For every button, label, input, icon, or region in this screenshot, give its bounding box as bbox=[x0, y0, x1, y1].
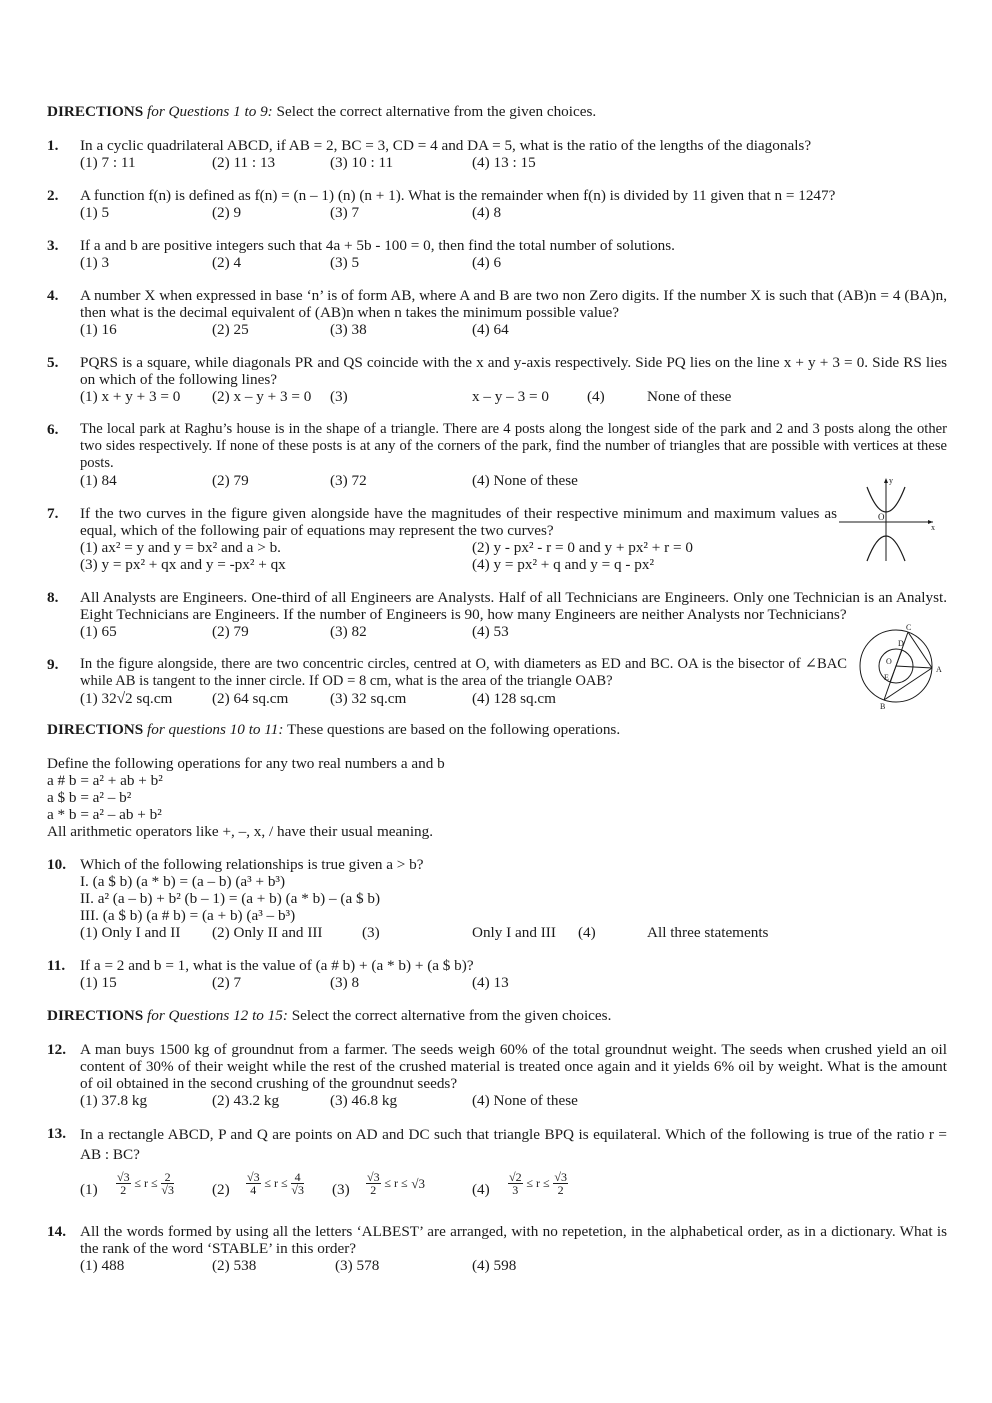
upper-bound: √3 bbox=[411, 1176, 425, 1191]
question-13 bbox=[47, 1125, 947, 1207]
statement-2: II. a² (a – b) + b² (b – 1) = (a + b) (a * b) – (a $ b) bbox=[80, 890, 381, 907]
option-4[interactable]: (4) 598 bbox=[472, 1257, 517, 1274]
question-number: 13. bbox=[47, 1125, 66, 1142]
fraction bbox=[366, 1171, 381, 1196]
denominator: 2 bbox=[557, 1183, 564, 1197]
question-text: In a cyclic quadrilateral ABCD, if AB = 2, BC = 3, CD = 4 and DA = 5, what is the ratio of the lengths of the diagonals? bbox=[80, 137, 812, 154]
option-2[interactable]: (2) y - px² - r = 0 and y + px² + r = 0 bbox=[472, 539, 693, 556]
option-2[interactable]: (2) 4 bbox=[212, 254, 242, 271]
concentric-circles-figure bbox=[850, 624, 950, 710]
option-2[interactable]: (2) 538 bbox=[212, 1257, 257, 1274]
question-number: 6. bbox=[47, 421, 59, 438]
operation-star: a * b = a² – ab + b² bbox=[47, 806, 162, 823]
option-4-expression[interactable] bbox=[508, 1171, 568, 1196]
question-4 bbox=[47, 287, 947, 338]
denominator: 2 bbox=[120, 1183, 127, 1197]
fraction bbox=[161, 1171, 174, 1196]
option-2[interactable]: (2) 79 bbox=[212, 623, 249, 640]
directions-text: These questions are based on the following operations. bbox=[283, 721, 621, 738]
denominator: 4 bbox=[250, 1183, 257, 1197]
question-14 bbox=[47, 1223, 947, 1274]
option-2[interactable]: (2) Only II and III bbox=[212, 924, 323, 941]
option-1[interactable]: (1) Only I and II bbox=[80, 924, 181, 941]
option-1[interactable]: (1) 488 bbox=[80, 1257, 125, 1274]
question-text: A man buys 1500 kg of groundnut from a farmer. The seeds weigh 60% of the total groundnut weight. The seeds when crushed yield an oil content of 30% of their weight while the rest of the crushed material is treated once again and it yields 6% oil by weight. What is the amount of oil obtained in the second crushing of the groundnut seeds? bbox=[80, 1041, 947, 1092]
y-axis-label: y bbox=[889, 476, 893, 485]
options bbox=[80, 472, 947, 489]
option-4[interactable]: (4) 128 sq.cm bbox=[472, 690, 556, 707]
option-3[interactable]: (3) 578 bbox=[335, 1257, 380, 1274]
option-2-expression[interactable] bbox=[246, 1171, 304, 1196]
option-3[interactable]: (3) y = px² + qx and y = -px² + qx bbox=[80, 556, 286, 573]
fraction bbox=[246, 1171, 261, 1196]
question-text: If a = 2 and b = 1, what is the value of (a # b) + (a * b) + (a $ b)? bbox=[80, 957, 474, 974]
numerator: √3 bbox=[367, 1170, 380, 1184]
option-2[interactable]: (2) bbox=[212, 1181, 230, 1198]
question-number: 9. bbox=[47, 656, 59, 673]
question-3 bbox=[47, 237, 947, 271]
question-number: 14. bbox=[47, 1223, 66, 1240]
fraction bbox=[553, 1171, 568, 1196]
option-4[interactable]: (4) bbox=[587, 388, 605, 405]
option-2[interactable]: (2) 9 bbox=[212, 204, 242, 221]
operations-note: All arithmetic operators like +, –, x, / have their usual meaning. bbox=[47, 823, 434, 840]
option-1[interactable]: (1) 16 bbox=[80, 321, 117, 338]
option-3[interactable]: (3) 10 : 11 bbox=[330, 154, 394, 171]
statement-1: I. (a $ b) (a * b) = (a – b) (a³ + b³) bbox=[80, 873, 286, 890]
option-4-text[interactable]: All three statements bbox=[647, 924, 769, 941]
label-b: B bbox=[880, 702, 886, 710]
option-1[interactable]: (1) ax² = y and y = bx² and a > b. bbox=[80, 539, 281, 556]
option-4-text[interactable]: None of these bbox=[647, 388, 732, 405]
question-number: 2. bbox=[47, 187, 59, 204]
question-text: All Analysts are Engineers. One-third of all Engineers are Analysts. Half of all Technicians are Engineers. Only one Technician is an Analyst. Eight Technicians are Engineers. If the number of Engineers is 90, how many Engineers are neither Analysts nor Technicians? bbox=[80, 589, 947, 623]
numerator: √3 bbox=[117, 1170, 130, 1184]
option-4[interactable]: (4) y = px² + q and y = q - px² bbox=[472, 556, 655, 573]
question-text: In a rectangle ABCD, P and Q are points on AD and DC such that triangle BPQ is equilateral. Which of the following is true of the ratio r = AB : BC? bbox=[80, 1126, 947, 1163]
option-2[interactable]: (2) 79 bbox=[212, 472, 249, 489]
option-4[interactable]: (4) 13 bbox=[472, 974, 509, 991]
option-2[interactable]: (2) x – y + 3 = 0 bbox=[212, 388, 312, 405]
option-2[interactable]: (2) 64 sq.cm bbox=[212, 690, 289, 707]
options bbox=[80, 623, 947, 640]
directions-label: DIRECTIONS bbox=[47, 1007, 144, 1024]
operation-dollar: a $ b = a² – b² bbox=[47, 789, 132, 806]
x-axis-label: x bbox=[931, 523, 935, 532]
option-3[interactable]: (3) bbox=[330, 388, 348, 405]
numerator: 2 bbox=[161, 1171, 174, 1184]
options bbox=[80, 1171, 947, 1207]
operation-hash: a # b = a² + ab + b² bbox=[47, 772, 163, 789]
option-1[interactable]: (1) x + y + 3 = 0 bbox=[80, 388, 181, 405]
directions-3 bbox=[47, 1007, 947, 1024]
question-text: If the two curves in the figure given alongside have the magnitudes of their respective minimum and maximum values as equal, which of the following pair of equations may represent the two curves? bbox=[80, 505, 837, 539]
question-6 bbox=[47, 421, 947, 489]
option-1[interactable]: (1) 37.8 kg bbox=[80, 1092, 148, 1109]
question-8 bbox=[47, 589, 947, 640]
label-d: D bbox=[898, 639, 904, 648]
inequality: ≤ r ≤ bbox=[264, 1176, 288, 1190]
label-o: O bbox=[886, 657, 892, 666]
option-1[interactable]: (1) 5 bbox=[80, 204, 110, 221]
question-number: 5. bbox=[47, 354, 59, 371]
options bbox=[80, 690, 847, 707]
option-1[interactable]: (1) bbox=[80, 1181, 98, 1198]
question-text: In the figure alongside, there are two concentric circles, centred at O, with diameters as ED and BC. OA is the bisector of ∠BAC while AB is tangent to the inner circle. If OD = 8 cm, what is the area of the triangle OAB? bbox=[80, 656, 847, 689]
options bbox=[80, 154, 947, 171]
option-1[interactable]: (1) 32√2 sq.cm bbox=[80, 690, 173, 707]
options bbox=[80, 321, 947, 338]
options bbox=[80, 1092, 947, 1109]
option-4[interactable]: (4) 64 bbox=[472, 321, 509, 338]
option-3[interactable]: (3) 32 sq.cm bbox=[330, 690, 407, 707]
option-4[interactable]: (4) 53 bbox=[472, 623, 509, 640]
question-number: 11. bbox=[47, 957, 66, 974]
question-text: The local park at Raghu’s house is in the shape of a triangle. There are 4 posts along the longest side of the park and 2 and 3 posts along the other two sides respectively. If none of these posts is at any of the corners of the park, find the number of triangles that are possible with vertices at these posts. bbox=[80, 421, 947, 471]
inequality: ≤ r ≤ bbox=[526, 1176, 550, 1190]
question-number: 7. bbox=[47, 505, 59, 522]
option-3-expression[interactable] bbox=[366, 1171, 425, 1196]
option-1[interactable]: (1) 3 bbox=[80, 254, 110, 271]
option-2[interactable]: (2) 7 bbox=[212, 974, 242, 991]
question-text: A function f(n) is defined as f(n) = (n – 1) (n) (n + 1). What is the remainder when f(n) is divided by 11 given that n = 1247? bbox=[80, 187, 836, 204]
options bbox=[80, 974, 947, 991]
question-11 bbox=[47, 957, 947, 991]
option-3[interactable]: (3) 38 bbox=[330, 321, 367, 338]
question-2 bbox=[47, 187, 947, 221]
option-4[interactable]: (4) None of these bbox=[472, 1092, 578, 1109]
denominator: √3 bbox=[291, 1183, 304, 1197]
directions-1 bbox=[47, 103, 947, 120]
question-number: 12. bbox=[47, 1041, 66, 1058]
option-2[interactable]: (2) 43.2 kg bbox=[212, 1092, 280, 1109]
numerator: √3 bbox=[247, 1170, 260, 1184]
label-c: C bbox=[906, 624, 912, 632]
options-row-1 bbox=[80, 539, 837, 556]
options bbox=[80, 924, 947, 941]
option-3[interactable]: (3) 8 bbox=[330, 974, 360, 991]
fraction bbox=[116, 1171, 131, 1196]
directions-scope: for Questions 1 to 9: bbox=[143, 103, 273, 120]
numerator: √2 bbox=[509, 1170, 522, 1184]
option-4[interactable]: (4) bbox=[578, 924, 596, 941]
question-text: Which of the following relationships is true given a > b? bbox=[80, 856, 424, 873]
question-number: 8. bbox=[47, 589, 59, 606]
directions-text: Select the correct alternative from the given choices. bbox=[287, 1007, 612, 1024]
directions-text: Select the correct alternative from the given choices. bbox=[272, 103, 597, 120]
option-3-text[interactable]: Only I and III bbox=[472, 924, 556, 941]
parabola-figure bbox=[839, 475, 939, 563]
option-3-text[interactable]: x – y – 3 = 0 bbox=[472, 388, 549, 405]
inequality: ≤ r ≤ bbox=[384, 1176, 408, 1190]
option-4[interactable]: (4) 8 bbox=[472, 204, 502, 221]
option-1[interactable]: (1) 15 bbox=[80, 974, 117, 991]
question-5 bbox=[47, 354, 947, 405]
question-number: 3. bbox=[47, 237, 59, 254]
question-page bbox=[47, 103, 947, 1290]
options bbox=[80, 254, 947, 271]
option-4[interactable]: (4) 6 bbox=[472, 254, 502, 271]
numerator: 4 bbox=[291, 1171, 304, 1184]
question-text: PQRS is a square, while diagonals PR and QS coincide with the x and y-axis respectively. Side PQ lies on the line x + y + 3 = 0. Side RS lies on which of the following lines? bbox=[80, 354, 947, 388]
statement-3: III. (a $ b) (a # b) = (a + b) (a³ – b³) bbox=[80, 907, 296, 924]
inequality: ≤ r ≤ bbox=[134, 1176, 158, 1190]
directions-scope: for questions 10 to 11: bbox=[143, 721, 284, 738]
option-1[interactable]: (1) 84 bbox=[80, 472, 117, 489]
origin-label: O bbox=[878, 512, 885, 522]
question-text: A number X when expressed in base ‘n’ is of form AB, where A and B are two non Zero digits. If the number X is such that (AB)n = 4 (BA)n, then what is the decimal equivalent of (AB)n when n takes the minimum possible value? bbox=[80, 287, 947, 321]
options bbox=[80, 1257, 947, 1274]
option-4[interactable]: (4) 13 : 15 bbox=[472, 154, 536, 171]
directions-label: DIRECTIONS bbox=[47, 721, 144, 738]
directions-2 bbox=[47, 721, 947, 738]
option-3[interactable]: (3) 72 bbox=[330, 472, 367, 489]
option-3[interactable]: (3) bbox=[332, 1181, 350, 1198]
question-number: 4. bbox=[47, 287, 59, 304]
numerator: √3 bbox=[554, 1170, 567, 1184]
option-3[interactable]: (3) 46.8 kg bbox=[330, 1092, 398, 1109]
option-1[interactable]: (1) 65 bbox=[80, 623, 117, 640]
question-number: 1. bbox=[47, 137, 59, 154]
question-10 bbox=[47, 856, 947, 941]
options-row-2 bbox=[80, 556, 837, 573]
fraction bbox=[291, 1171, 304, 1196]
option-2[interactable]: (2) 25 bbox=[212, 321, 249, 338]
label-a: A bbox=[936, 665, 942, 674]
question-text: All the words formed by using all the letters ‘ALBEST’ are arranged, with no repetetion, in the alphabetical order, as in a dictionary. What is the rank of the word ‘STABLE’ in this order? bbox=[80, 1223, 947, 1257]
option-3[interactable]: (3) 5 bbox=[330, 254, 360, 271]
option-3[interactable]: (3) 7 bbox=[330, 204, 360, 221]
question-12 bbox=[47, 1041, 947, 1109]
question-1 bbox=[47, 137, 947, 171]
question-number: 10. bbox=[47, 856, 66, 873]
fraction bbox=[508, 1171, 523, 1196]
directions-label: DIRECTIONS bbox=[47, 103, 144, 120]
option-4[interactable]: (4) bbox=[472, 1181, 490, 1198]
options bbox=[80, 204, 947, 221]
operations-intro: Define the following operations for any two real numbers a and b bbox=[47, 755, 445, 772]
operations-definition bbox=[47, 755, 947, 840]
option-1-expression[interactable] bbox=[116, 1171, 174, 1196]
option-2[interactable]: (2) 11 : 13 bbox=[212, 154, 276, 171]
option-1[interactable]: (1) 7 : 11 bbox=[80, 154, 136, 171]
question-text: If a and b are positive integers such that 4a + 5b - 100 = 0, then find the total number of solutions. bbox=[80, 237, 675, 254]
option-3[interactable]: (3) 82 bbox=[330, 623, 367, 640]
options bbox=[80, 388, 947, 405]
denominator: 3 bbox=[512, 1183, 519, 1197]
denominator: √3 bbox=[161, 1183, 174, 1197]
denominator: 2 bbox=[370, 1183, 377, 1197]
option-3[interactable]: (3) bbox=[362, 924, 380, 941]
statements bbox=[80, 873, 947, 924]
option-4[interactable]: (4) None of these bbox=[472, 472, 578, 489]
label-e: E bbox=[884, 673, 889, 682]
directions-scope: for Questions 12 to 15: bbox=[143, 1007, 288, 1024]
